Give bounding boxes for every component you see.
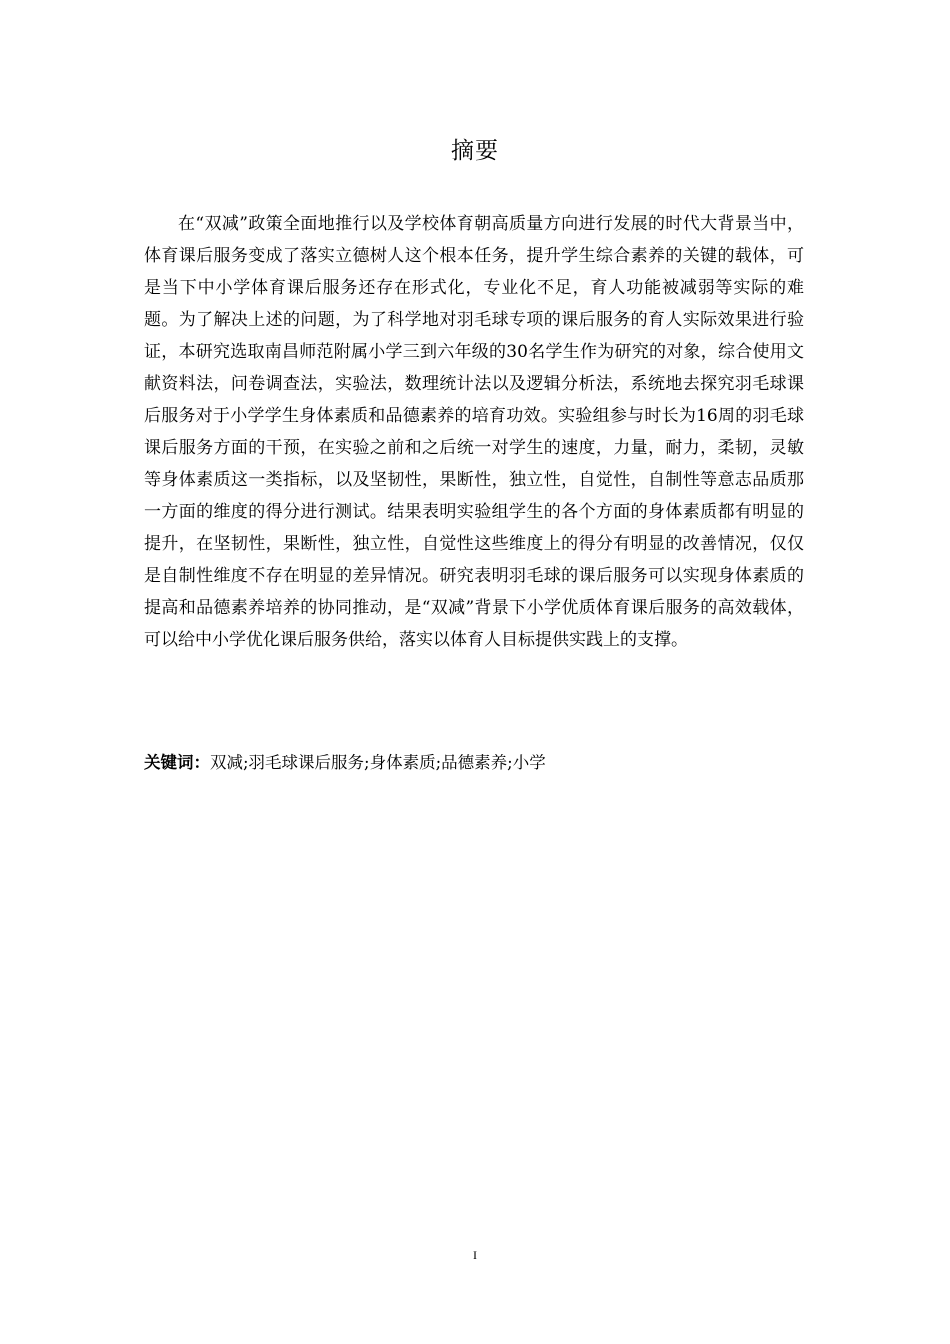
abstract-body: 在“双减”政策全面地推行以及学校体育朝高质量方向进行发展的时代大背景当中，体育课后服务变成了落实立德树人这个根本任务，提升学生综合素养的关键的载体，可是当下中小学体育课后服务还存在形式化，专业化不足，育人功能被减弱等实际的难题。为了解决上述的问题，为了科学地对羽毛球专项的课后服务的育人实际效果进行验证，本研究选取南昌师范附属小学三到六年级的30名学生作为研究的对象，综合使用文献资料法，问卷调查法，实验法，数理统计法以及逻辑分析法，系统地去探究羽毛球课后服务对于小学学生身体素质和品德素养的培育功效。实验组参与时长为16周的羽毛球课后服务方面的干预，在实验之前和之后统一对学生的速度，力量，耐力，柔韧，灵敏等身体素质这一类指标，以及坚韧性，果断性，独立性，自觉性，自制性等意志品质那一方面的维度的得分进行测试。结果表明实验组学生的各个方面的身体素质都有明显的提升，在坚韧性，果断性，独立性，自觉性这些维度上的得分有明显的改善情况，仅仅是自制性维度不存在明显的差异情况。研究表明羽毛球的课后服务可以实现身体素质的提高和品德素养培养的协同推动，是“双减”背景下小学优质体育课后服务的高效载体，可以给中小学优化课后服务供给，落实以体育人目标提供实践上的支撑。: [144, 214, 804, 650]
keywords-line: [144, 749, 804, 777]
page-number: I: [473, 1248, 477, 1262]
keywords-label: 关键词：: [144, 753, 210, 772]
abstract-title: 摘要: [451, 138, 499, 164]
keywords-text: 双减;羽毛球课后服务;身体素质;品德素养;小学: [210, 753, 546, 772]
